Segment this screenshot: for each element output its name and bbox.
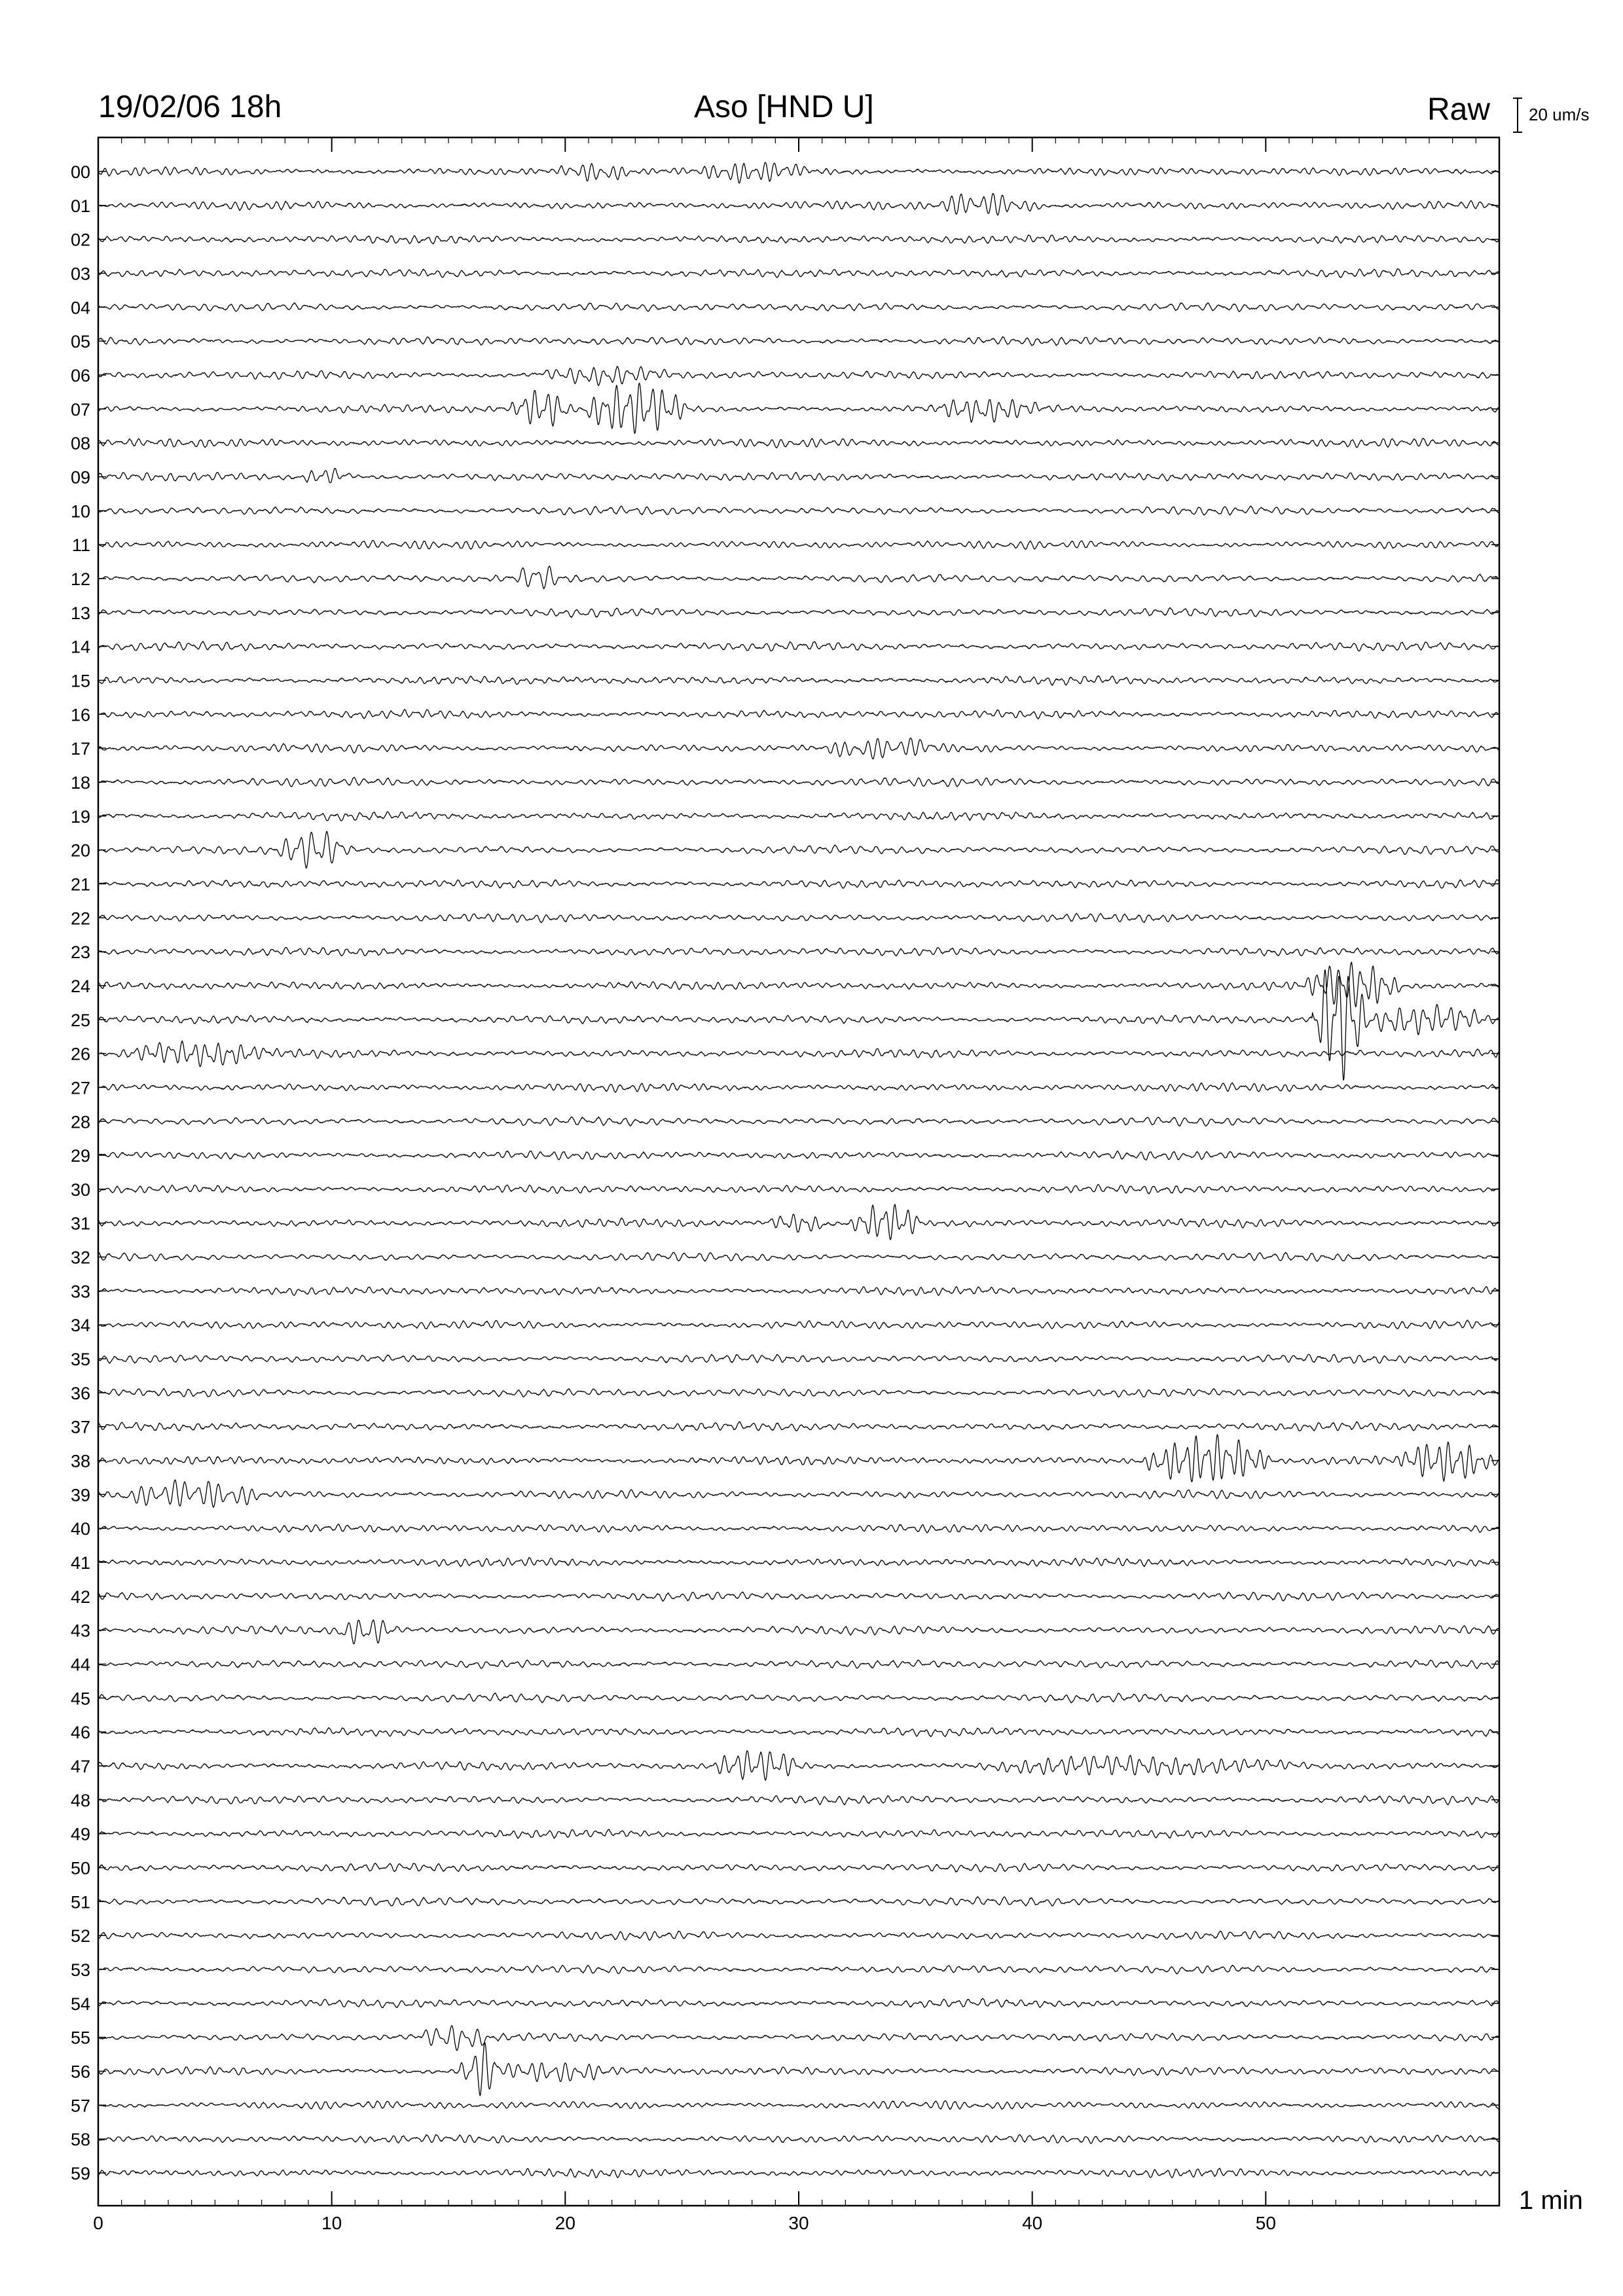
trace-label-38: 38 bbox=[70, 1451, 90, 1471]
trace-line-18 bbox=[98, 778, 1499, 787]
trace-label-13: 13 bbox=[70, 603, 90, 623]
trace-label-05: 05 bbox=[70, 332, 90, 352]
plot-frame bbox=[98, 137, 1499, 2206]
trace-label-44: 44 bbox=[70, 1655, 90, 1675]
trace-label-48: 48 bbox=[70, 1790, 90, 1810]
trace-label-40: 40 bbox=[70, 1519, 90, 1539]
trace-label-00: 00 bbox=[70, 162, 90, 182]
trace-label-47: 47 bbox=[70, 1757, 90, 1777]
trace-label-31: 31 bbox=[70, 1213, 90, 1234]
trace-line-40 bbox=[98, 1524, 1499, 1533]
trace-line-45 bbox=[98, 1693, 1499, 1703]
x-tick-label: 40 bbox=[1022, 2213, 1043, 2233]
trace-line-31 bbox=[98, 1204, 1499, 1240]
trace-label-04: 04 bbox=[70, 298, 90, 318]
trace-line-06 bbox=[98, 367, 1499, 386]
trace-label-33: 33 bbox=[70, 1282, 90, 1302]
trace-label-22: 22 bbox=[70, 908, 90, 929]
trace-line-50 bbox=[98, 1863, 1499, 1872]
trace-line-11 bbox=[98, 541, 1499, 550]
trace-label-18: 18 bbox=[70, 772, 90, 793]
trace-label-57: 57 bbox=[70, 2096, 90, 2116]
trace-line-27 bbox=[98, 1083, 1499, 1092]
trace-line-48 bbox=[98, 1796, 1499, 1805]
station-title: Aso [HND U] bbox=[694, 90, 874, 124]
trace-label-42: 42 bbox=[70, 1587, 90, 1607]
trace-line-28 bbox=[98, 1117, 1499, 1126]
trace-label-56: 56 bbox=[70, 2062, 90, 2082]
trace-line-16 bbox=[98, 709, 1499, 719]
trace-label-07: 07 bbox=[70, 399, 90, 420]
trace-label-01: 01 bbox=[70, 196, 90, 216]
trace-label-34: 34 bbox=[70, 1316, 90, 1336]
trace-label-28: 28 bbox=[70, 1112, 90, 1132]
trace-label-17: 17 bbox=[70, 739, 90, 759]
trace-label-59: 59 bbox=[70, 2164, 90, 2183]
trace-line-57 bbox=[98, 2101, 1499, 2109]
trace-label-15: 15 bbox=[70, 671, 90, 691]
x-tick-label: 20 bbox=[555, 2213, 575, 2233]
x-tick-label: 30 bbox=[788, 2213, 809, 2233]
trace-label-53: 53 bbox=[70, 1960, 90, 1981]
trace-label-52: 52 bbox=[70, 1926, 90, 1946]
trace-label-08: 08 bbox=[70, 433, 90, 454]
trace-line-01 bbox=[98, 194, 1499, 215]
trace-label-24: 24 bbox=[70, 976, 90, 996]
x-tick-label: 10 bbox=[321, 2213, 342, 2233]
trace-line-44 bbox=[98, 1660, 1499, 1668]
trace-label-58: 58 bbox=[70, 2130, 90, 2150]
trace-label-06: 06 bbox=[70, 365, 90, 386]
trace-label-43: 43 bbox=[70, 1621, 90, 1641]
trace-label-41: 41 bbox=[70, 1553, 90, 1573]
trace-label-35: 35 bbox=[70, 1350, 90, 1370]
trace-line-26 bbox=[98, 1041, 1499, 1066]
trace-label-25: 25 bbox=[70, 1010, 90, 1030]
trace-line-15 bbox=[98, 676, 1499, 685]
x-tick-label: 50 bbox=[1255, 2213, 1276, 2233]
trace-line-09 bbox=[98, 469, 1499, 483]
trace-line-32 bbox=[98, 1252, 1499, 1261]
trace-label-49: 49 bbox=[70, 1824, 90, 1844]
trace-line-36 bbox=[98, 1388, 1499, 1397]
trace-label-02: 02 bbox=[70, 230, 90, 250]
trace-line-10 bbox=[98, 506, 1499, 515]
trace-line-21 bbox=[98, 880, 1499, 888]
trace-line-55 bbox=[98, 2026, 1499, 2051]
trace-line-24 bbox=[98, 962, 1499, 1007]
trace-label-32: 32 bbox=[70, 1247, 90, 1268]
trace-label-39: 39 bbox=[70, 1485, 90, 1505]
trace-line-05 bbox=[98, 337, 1499, 346]
trace-line-39 bbox=[98, 1480, 1499, 1507]
trace-line-07 bbox=[98, 383, 1499, 433]
trace-line-38 bbox=[98, 1435, 1499, 1482]
trace-label-54: 54 bbox=[70, 1994, 90, 2014]
trace-line-58 bbox=[98, 2135, 1499, 2144]
trace-label-11: 11 bbox=[71, 535, 90, 556]
trace-line-54 bbox=[98, 1998, 1499, 2007]
trace-line-00 bbox=[98, 162, 1499, 183]
trace-label-50: 50 bbox=[70, 1858, 90, 1878]
trace-label-20: 20 bbox=[70, 840, 90, 861]
trace-label-14: 14 bbox=[70, 637, 90, 657]
trace-line-29 bbox=[98, 1151, 1499, 1160]
trace-line-02 bbox=[98, 235, 1499, 244]
trace-line-13 bbox=[98, 607, 1499, 617]
trace-label-51: 51 bbox=[70, 1892, 90, 1912]
trace-line-49 bbox=[98, 1829, 1499, 1839]
trace-line-37 bbox=[98, 1422, 1499, 1431]
trace-line-46 bbox=[98, 1728, 1499, 1737]
amplitude-scale-label: 20 um/s bbox=[1529, 105, 1590, 124]
trace-line-23 bbox=[98, 948, 1499, 956]
trace-line-08 bbox=[98, 439, 1499, 448]
date-hour-label: 19/02/06 18h bbox=[98, 90, 282, 124]
trace-line-17 bbox=[98, 738, 1499, 759]
trace-label-55: 55 bbox=[70, 2028, 90, 2048]
trace-line-56 bbox=[98, 2043, 1499, 2096]
trace-line-41 bbox=[98, 1558, 1499, 1567]
trace-label-16: 16 bbox=[70, 705, 90, 725]
trace-line-52 bbox=[98, 1931, 1499, 1940]
trace-label-29: 29 bbox=[70, 1146, 90, 1166]
x-unit-label: 1 min bbox=[1519, 2186, 1583, 2215]
trace-line-04 bbox=[98, 303, 1499, 312]
trace-line-53 bbox=[98, 1965, 1499, 1974]
trace-label-46: 46 bbox=[70, 1723, 90, 1743]
trace-line-12 bbox=[98, 566, 1499, 589]
trace-line-03 bbox=[98, 269, 1499, 278]
trace-label-21: 21 bbox=[70, 874, 90, 895]
trace-line-51 bbox=[98, 1897, 1499, 1906]
trace-line-14 bbox=[98, 641, 1499, 651]
trace-line-42 bbox=[98, 1592, 1499, 1601]
trace-label-30: 30 bbox=[70, 1179, 90, 1200]
trace-line-19 bbox=[98, 812, 1499, 821]
trace-label-19: 19 bbox=[70, 806, 90, 827]
trace-label-12: 12 bbox=[70, 569, 90, 589]
x-tick-label: 0 bbox=[93, 2213, 103, 2233]
trace-label-10: 10 bbox=[70, 501, 90, 522]
trace-line-34 bbox=[98, 1320, 1499, 1329]
trace-line-43 bbox=[98, 1620, 1499, 1644]
trace-line-59 bbox=[98, 2168, 1499, 2178]
trace-label-36: 36 bbox=[70, 1383, 90, 1403]
trace-line-22 bbox=[98, 914, 1499, 923]
trace-label-26: 26 bbox=[70, 1044, 90, 1064]
mode-label: Raw bbox=[1427, 92, 1491, 127]
trace-label-37: 37 bbox=[70, 1417, 90, 1437]
trace-line-20 bbox=[98, 831, 1499, 868]
trace-line-33 bbox=[98, 1287, 1499, 1296]
trace-label-27: 27 bbox=[70, 1078, 90, 1098]
trace-line-47 bbox=[98, 1751, 1499, 1780]
trace-label-03: 03 bbox=[70, 264, 90, 284]
trace-line-30 bbox=[98, 1185, 1499, 1194]
trace-line-35 bbox=[98, 1354, 1499, 1363]
trace-label-23: 23 bbox=[70, 942, 90, 963]
trace-label-45: 45 bbox=[70, 1689, 90, 1709]
trace-label-09: 09 bbox=[70, 467, 90, 488]
